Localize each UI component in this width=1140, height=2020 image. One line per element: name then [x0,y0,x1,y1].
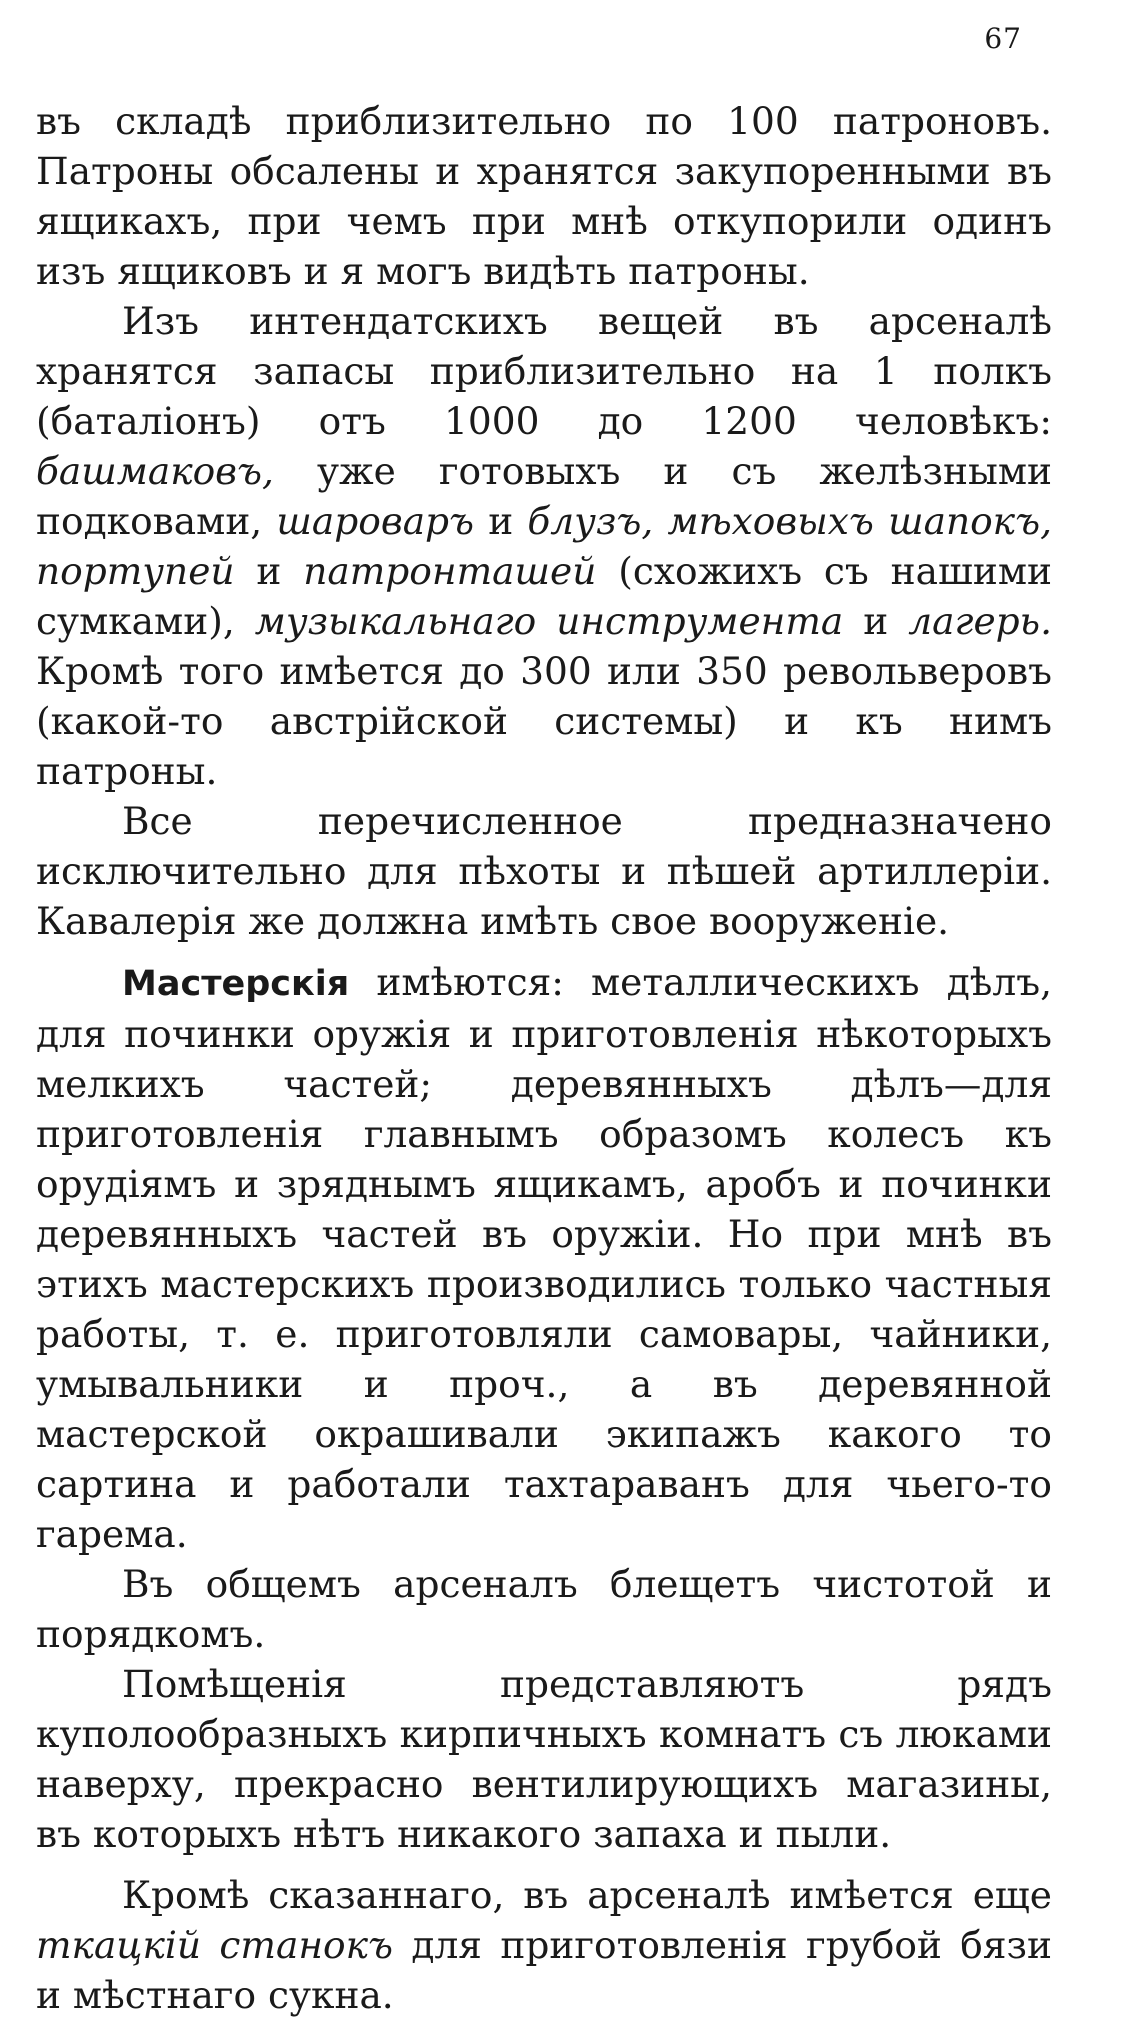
emphasis-text: патронташей [303,549,597,593]
text-run: (схожихъ съ нашими сумками), [36,549,1052,643]
paragraph-quartermaster-stores [36,296,1052,796]
text-run: и [843,599,909,643]
emphasis-text: ткацкій станокъ [36,1923,393,1967]
paragraph-loom [36,1870,1052,2020]
emphasis-text: лагерь. [908,599,1052,643]
paragraph-premises: Помѣщенія представляютъ рядъ куполообразныхъ кирпичныхъ комнатъ съ люками наверху, прекрасно вентилирующихъ магазины, въ которыхъ нѣтъ никакого запаха и пыли. [36,1662,1052,1856]
emphasis-text: шароваръ [276,499,475,543]
text-run: Изъ интендатскихъ вещей въ арсеналѣ хранятся запасы приблизительно на 1 полкъ (баталіонъ) отъ 1000 до 1200 человѣкъ: [36,299,1052,443]
text-run: имѣются: металлическихъ дѣлъ, для починки оружія и приготовленія нѣкоторыхъ мелкихъ частей; деревянныхъ дѣлъ—для приготовленія главнымъ образомъ колесъ къ орудіямъ и зряднымъ ящикамъ, аробъ и починки деревянныхъ частей въ оружіи. Но при мнѣ въ этихъ мастерскихъ производились только частныя работы, т. е. приготовляли самовары, чайники, умывальники и проч., а въ деревянной мастерской окрашивали экипажъ какого то сартина и работали тахтараванъ для чьего-то гарема. [36,960,1052,1556]
text-run: Кромѣ сказаннаго, въ арсеналѣ имѣется еще [122,1873,1052,1917]
page-body-text [36,96,1052,2020]
emphasis-text: музыкальнаго инструмента [254,599,844,643]
paragraph-cartridges: въ складѣ приблизительно по 100 патроновъ. Патроны обсалены и хранятся закупоренными въ ящикахъ, при чемъ при мнѣ откупорили одинъ изъ ящиковъ и я могъ видѣть патроны. [36,99,1052,293]
paragraph-infantry-only: Все перечисленное предназначено исключительно для пѣхоты и пѣшей артиллеріи. Кавалерія же должна имѣть свое вооруженіе. [36,799,1052,943]
emphasis-text: башмаковъ, [36,449,274,493]
paragraph-workshops [36,957,1052,1559]
paragraph-cleanliness: Въ общемъ арсеналъ блещетъ чистотой и порядкомъ. [36,1562,1052,1656]
text-run: для приготовленія грубой бязи и мѣстнаго сукна. [36,1923,1052,2017]
text-run: и [474,499,528,543]
page-number: 67 [984,22,1022,55]
text-run: и [234,549,304,593]
section-heading-workshops: Мастерскія [122,964,350,1004]
text-run: уже готовыхъ и съ желѣзными подковами, [36,449,1052,543]
text-run: Кромѣ того имѣется до 300 или 350 револьверовъ (какой-то австрійской системы) и къ нимъ патроны. [36,649,1052,793]
emphasis-text: блузъ, мѣховыхъ шапокъ, портупей [36,499,1052,593]
